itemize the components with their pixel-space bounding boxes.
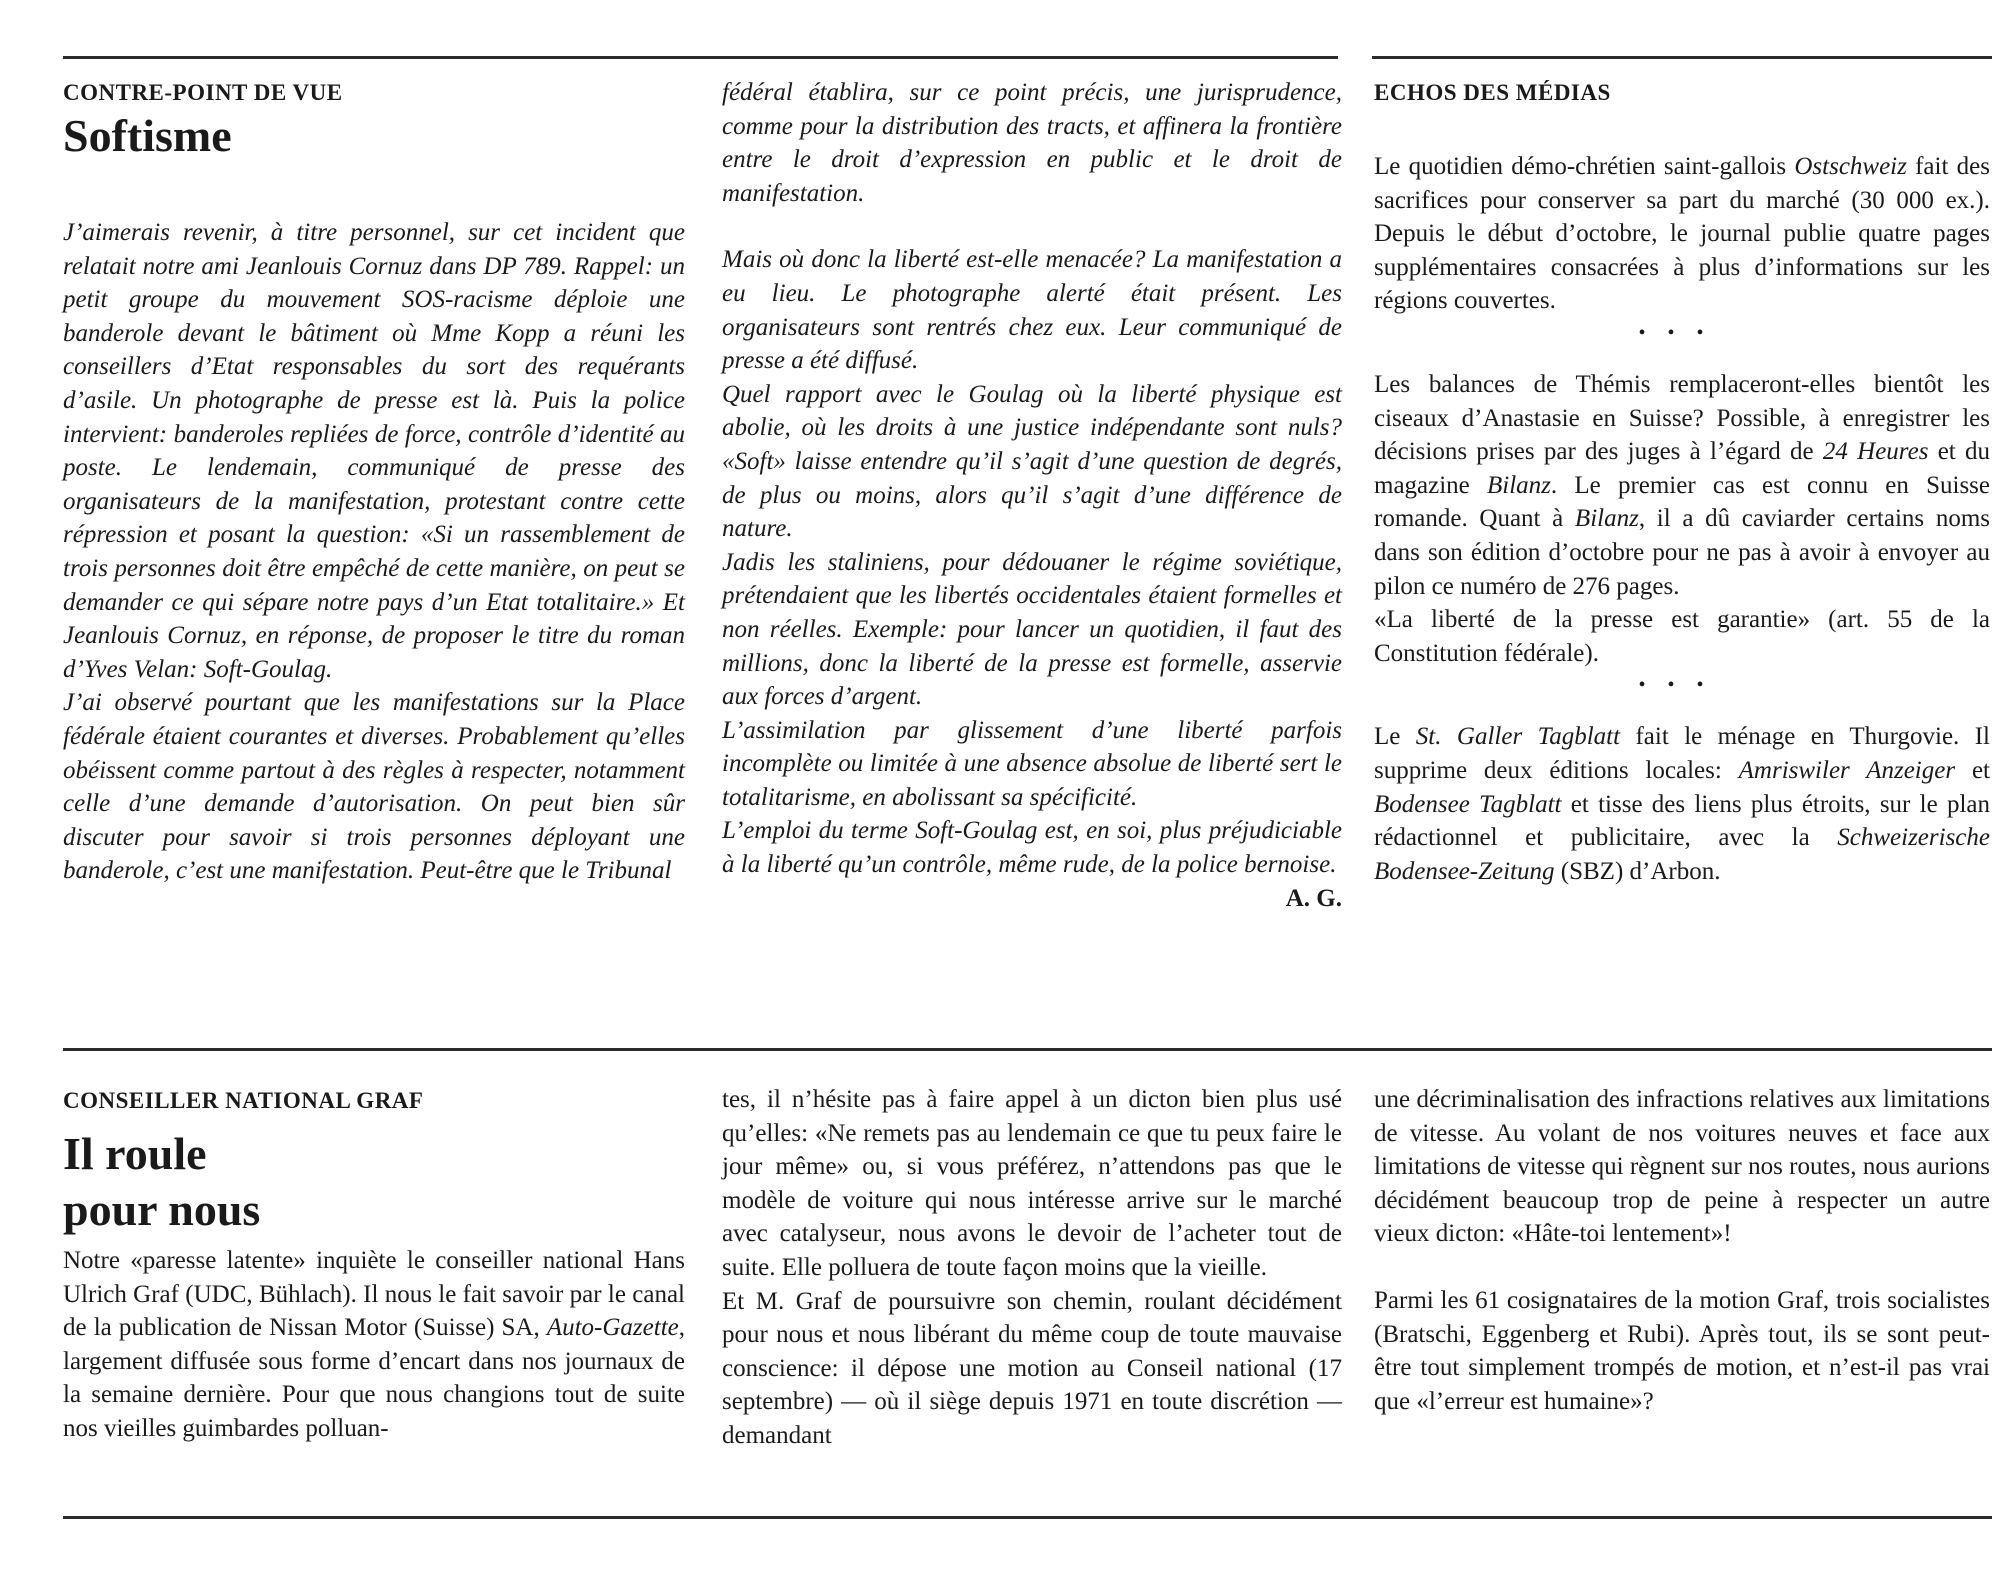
article1-paragraph: L’assimilation par glissement d’une liberté parfois incomplète ou limitée à une absence absolue de liberté sert le totalitarisme, en abolissant sa spécificité.: [722, 716, 1342, 811]
article2-paragraph: une décriminalisation des infractions relatives aux limitations de vitesse. Au volant de nos voitures neuves et face aux limitations de vitesse qui règnent sur nos routes, nous aurions décidément beaucoup trop de peine à respecter un autre vieux dicton: «Hâte-toi lentement»!: [1374, 1086, 1990, 1248]
article2-kicker: CONSEILLER NATIONAL GRAF: [63, 1088, 424, 1113]
article1-paragraph: Quel rapport avec le Goulag où la liberté physique est abolie, où les droits à une justice indépendante sont nuls? «Soft» laisse entendre qu’il s’agit d’une question de degrés, de plus ou moins, alors qu’il s’agit d’une différence de nature.: [722, 380, 1342, 543]
article1-paragraph: L’emploi du terme Soft-Goulag est, en soi, plus préjudiciable à la liberté qu’un contrôle, même rude, de la police bernoise.: [722, 817, 1342, 879]
article2-column-1: [63, 1086, 685, 1446]
echos-paragraph-1: Le quotidien démo-chrétien saint-gallois Ostschweiz fait des sacrifices pour conserver sa part du marché (30 000 ex.). Depuis le début d’octobre, le journal publie quatre pages supplémentaires consacrées à plus d’informations sur les régions couvertes.: [1374, 153, 1990, 315]
article2-column-3: [1374, 1083, 1990, 1418]
middle-rule: [63, 1048, 1992, 1051]
article2-paragraph: Et M. Graf de poursuivre son chemin, roulant décidément pour nous et nous libérant du même coup de toute mauvaise conscience: il dépose une motion au Conseil national (17 septembre) — où il siège depuis 1971 en toute discrétion — demandant: [722, 1287, 1342, 1449]
top-rule-left: [63, 56, 1338, 59]
echos-paragraph-2: Les balances de Thémis remplaceront-elles bientôt les ciseaux d’Anastasie en Suisse? Possible, à enregistrer les décisions prises par des juges à l’égard de 24 Heures et du magazine Bilanz. Le premier cas est connu en Suisse romande. Quant à Bilanz, il a dû caviarder certains noms dans son édition d’octobre pour ne pas à avoir à envoyer au pilon ce numéro de 276 pages.: [1374, 370, 1991, 600]
echos-separator-stars: •••: [1638, 674, 1726, 697]
article2-column-2: [722, 1083, 1342, 1453]
article1-paragraph: Jadis les staliniens, pour dédouaner le régime soviétique, prétendaient que les libertés occidentales étaient formelles et non réelles. Exemple: pour lancer un quotidien, il faut des millions, donc la liberté de la presse est formelle, asservie aux forces d’argent.: [722, 548, 1342, 711]
article1-kicker: CONTRE-POINT DE VUE: [63, 80, 343, 105]
article1-column-1: [63, 78, 685, 888]
article1-paragraph: fédéral établira, sur ce point précis, une jurisprudence, comme pour la distribution des tracts, et affinera la frontière entre le droit d’expression en public et le droit de manifestation.: [722, 79, 1342, 207]
article1-signature: A. G.: [1285, 884, 1342, 912]
article1-paragraph: J’aimerais revenir, à titre personnel, sur cet incident que relatait notre ami Jeanlouis Cornuz dans DP 789. Rappel: un petit groupe du mouvement SOS-racisme déploie une banderole devant le bâtiment où Mme Kopp a réuni les conseillers d’Etat responsables du sort des requérants d’asile. Un photographe de presse est là. Puis la police intervient: banderoles repliées de force, contrôle d’identité au poste. Le lendemain, communiqué de presse des organisateurs de la manifestation, protestant contre cette répression et posant la question: «Si un rassemblement de trois personnes doit être empêché de cette manière, on peut se demander ce qui sépare notre pays d’un Etat totalitaire.» Et Jeanlouis Cornuz, en réponse, de proposer le titre du roman d’Yves Velan: Soft-Goulag.: [63, 219, 685, 683]
top-rule-right: [1372, 56, 1992, 59]
echos-paragraph-3: «La liberté de la presse est garantie» (art. 55 de la Constitution fédérale).: [1374, 606, 1990, 667]
bottom-rule: [63, 1516, 1992, 1519]
echos-column: [1374, 78, 1990, 888]
article1-paragraph: J’ai observé pourtant que les manifestations sur la Place fédérale étaient courantes et diverses. Probablement qu’elles obéissent comme partout à des règles à respecter, notamment celle d’une demande d’autorisation. On peut bien sûr discuter pour savoir si trois personnes déployant une banderole, c’est une manifestation. Peut-être que le Tribunal: [63, 689, 685, 885]
article2-title: Il roule pour nous: [63, 1128, 261, 1235]
article2-paragraph: tes, il n’hésite pas à faire appel à un dicton bien plus usé qu’elles: «Ne remets pas au lendemain ce que tu peux faire le jour même» ou, si vous préférez, n’attendons pas que le modèle de voiture qui nous intéresse arrive sur le marché avec catalyseur, nous avons le devoir de l’acheter tout de suite. Elle polluera de toute façon moins que la vieille.: [722, 1086, 1342, 1281]
article1-title: Softisme: [63, 110, 232, 161]
article2-paragraph: Parmi les 61 cosignataires de la motion Graf, trois socialistes (Bratschi, Eggenberg et Rubi). Après tout, ils se sont peut-être tout simplement trompés de motion, et n’est-il pas vrai que «l’erreur est humaine»?: [1374, 1286, 1990, 1415]
echos-paragraph-4: Le St. Galler Tagblatt fait le ménage en Thurgovie. Il supprime deux éditions locales: Amriswiler Anzeiger et Bodensee Tagblatt et tisse des liens plus étroits, sur le plan rédactionnel et publicitaire, avec la Schweizerische Bodensee-Zeitung (SBZ) d’Arbon.: [1374, 723, 1990, 885]
article1-column-2: [722, 76, 1342, 915]
article2-paragraph: Notre «paresse latente» inquiète le conseiller national Hans Ulrich Graf (UDC, Bühlach). Il nous le fait savoir par le canal de la publication de Nissan Motor (Suisse) SA, Auto-Gazette, largement diffusée sous forme d’encart dans nos journaux de la semaine dernière. Pour que nous changions tout de suite nos vieilles guimbardes polluan-: [63, 1247, 685, 1442]
article1-paragraph: Mais où donc la liberté est-elle menacée? La manifestation a eu lieu. Le photographe alerté était présent. Les organisateurs sont rentrés chez eux. Leur communiqué de presse a été diffusé.: [722, 246, 1342, 375]
echos-separator-stars: •••: [1638, 321, 1726, 344]
echos-kicker: ECHOS DES MÉDIAS: [1374, 80, 1611, 105]
